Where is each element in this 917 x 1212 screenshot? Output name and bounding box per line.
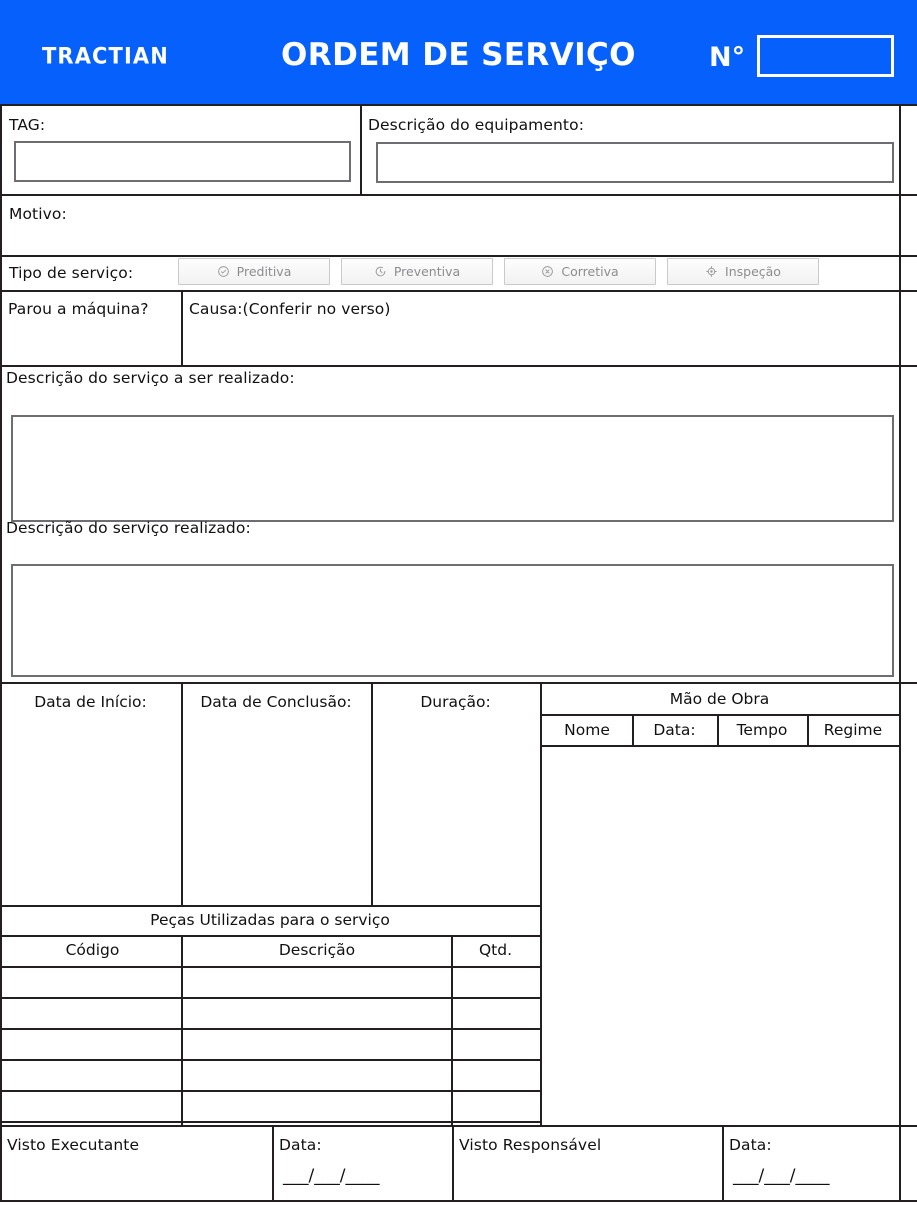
parts-row-divider-1	[0, 997, 542, 999]
end-duration-divider	[371, 682, 373, 905]
service-type-corretiva-label: Corretiva	[561, 264, 619, 279]
start-date-label: Data de Início:	[34, 693, 147, 711]
parts-col-codigo: Código	[65, 941, 120, 959]
service-type-inspecao-label: Inspeção	[725, 264, 781, 279]
start-end-date-divider	[181, 682, 183, 905]
parts-col-divider-1	[181, 935, 183, 1125]
service-done-input[interactable]	[11, 564, 894, 677]
service-to-do-label: Descrição do serviço a ser realizado:	[6, 369, 295, 387]
executor-date-input[interactable]: ___/___/____	[283, 1166, 380, 1186]
signature-divider-1	[272, 1125, 274, 1202]
tag-label: TAG:	[9, 116, 46, 134]
labor-col-data: Data:	[653, 721, 696, 739]
row-divider-3	[0, 290, 917, 292]
target-icon	[705, 265, 718, 278]
signature-row-top	[0, 1125, 917, 1127]
parts-row-divider-5	[0, 1121, 542, 1123]
frame-left	[0, 104, 2, 1202]
labor-table-title: Mão de Obra	[669, 690, 770, 708]
service-type-preventiva-button[interactable]	[341, 258, 493, 285]
stopped-machine-label: Parou a máquina?	[8, 300, 149, 318]
page-title: ORDEM DE SERVIÇO	[281, 37, 636, 73]
parts-table-top	[0, 905, 542, 907]
labor-col-tempo: Tempo	[736, 721, 788, 739]
stopped-cause-divider	[181, 290, 183, 365]
x-circle-icon	[541, 265, 554, 278]
labor-table-body[interactable]	[542, 747, 897, 1123]
service-to-do-input[interactable]	[11, 415, 894, 522]
cause-label: Causa:(Conferir no verso)	[189, 300, 391, 318]
form-sheet	[0, 104, 917, 1212]
row-divider-5	[0, 682, 917, 684]
service-type-corretiva-button[interactable]	[504, 258, 656, 285]
service-type-inspecao-button[interactable]	[667, 258, 819, 285]
parts-col-descricao: Descrição	[278, 941, 356, 959]
service-type-label: Tipo de serviço:	[9, 264, 134, 282]
tag-equipment-divider	[360, 104, 362, 194]
service-type-preditiva-button[interactable]	[178, 258, 330, 285]
parts-row-divider-3	[0, 1059, 542, 1061]
parts-col-divider-2	[451, 935, 453, 1125]
duration-label: Duração:	[420, 693, 491, 711]
responsible-signature-label: Visto Responsável	[459, 1136, 602, 1154]
row-divider-4	[0, 365, 917, 367]
signature-divider-2	[452, 1125, 454, 1202]
end-date-label: Data de Conclusão:	[200, 693, 352, 711]
parts-col-qtd: Qtd.	[478, 941, 513, 959]
equipment-input[interactable]	[376, 142, 894, 183]
parts-header-underline	[0, 966, 542, 968]
parts-title-underline	[0, 935, 542, 937]
labor-col-divider-3	[807, 714, 809, 745]
parts-row-divider-4	[0, 1090, 542, 1092]
frame-right	[899, 104, 901, 1202]
row-divider-1	[0, 194, 917, 196]
labor-col-divider-2	[717, 714, 719, 745]
service-type-preditiva-label: Preditiva	[236, 264, 292, 279]
executor-signature-label: Visto Executante	[7, 1136, 140, 1154]
check-circle-icon	[217, 265, 230, 278]
frame-top	[0, 104, 917, 106]
motivo-label: Motivo:	[9, 205, 67, 223]
frame-bottom	[0, 1200, 917, 1202]
tag-input[interactable]	[14, 141, 351, 182]
responsible-date-label: Data:	[729, 1136, 772, 1154]
service-type-preventiva-label: Preventiva	[393, 264, 461, 279]
labor-col-nome: Nome	[564, 721, 610, 739]
row-divider-2	[0, 255, 917, 257]
order-number-label: N°	[709, 42, 746, 73]
equipment-label: Descrição do equipamento:	[368, 116, 585, 134]
order-number-input[interactable]	[757, 35, 894, 77]
labor-col-divider-1	[632, 714, 634, 745]
signature-divider-3	[722, 1125, 724, 1202]
responsible-date-input[interactable]: ___/___/____	[733, 1166, 830, 1186]
executor-date-label: Data:	[279, 1136, 322, 1154]
parts-row-divider-2	[0, 1028, 542, 1030]
tractian-logo: TRACTIAN	[42, 43, 169, 69]
service-done-label: Descrição do serviço realizado:	[6, 519, 251, 537]
labor-title-underline	[540, 714, 899, 716]
parts-table-title: Peças Utilizadas para o serviço	[150, 911, 390, 929]
document-header	[0, 0, 917, 104]
labor-col-regime: Regime	[823, 721, 883, 739]
clock-icon	[374, 265, 387, 278]
